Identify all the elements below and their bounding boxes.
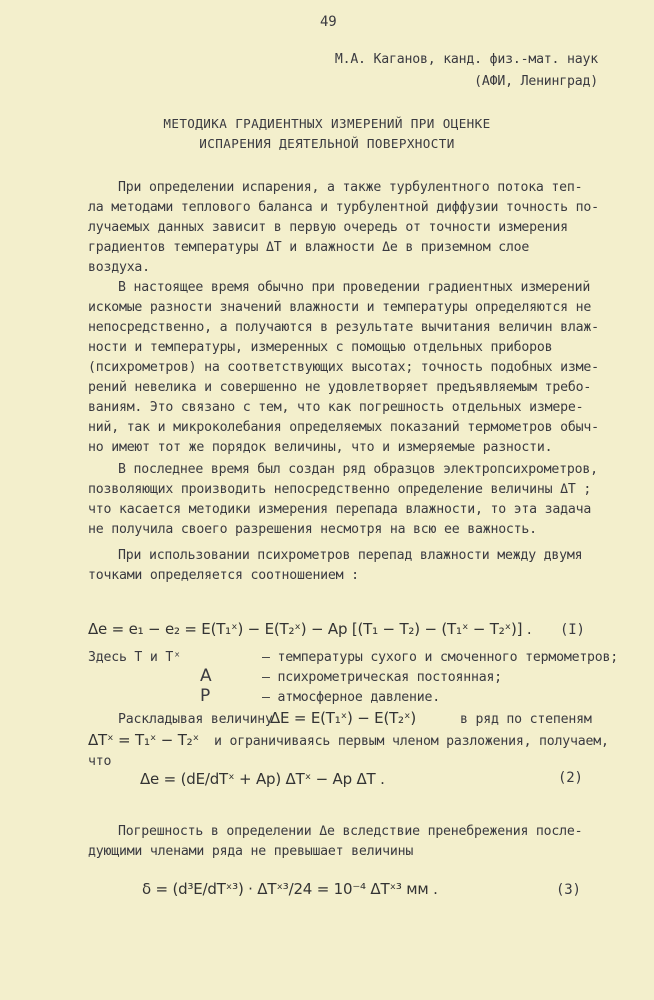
body-line: (психрометров) на соответствующих высотах; точность подобных изме- [88,360,599,375]
body-line: градиентов температуры ΔT и влажности Δe в приземном слое [88,240,530,255]
body-line: не получила своего разрешения несмотря на всю ее важность. [88,522,537,537]
formula-3: δ = (d³E/dTˣ³) · ΔTˣ³/24 = 10⁻⁴ ΔTˣ³ мм . [142,880,438,898]
error-text-line-1: Погрешность в определении Δe вследствие пренебрежения после- [118,824,583,839]
definition-text-a: – психрометрическая постоянная; [262,670,502,685]
expansion-line-start: Раскладывая величину [118,712,273,727]
body-line: искомые разности значений влажности и температуры определяются не [88,300,592,315]
body-line: точками определяется соотношением : [88,568,359,583]
body-line: ваниям. Это связано с тем, что как погрешность отдельных измере- [88,400,584,415]
body-line: ла методами теплового баланса и турбулентной диффузии точность по- [88,200,599,215]
body-line: но имеют тот же порядок величины, что и измеряемые разности. [88,440,553,455]
body-line: ности и температуры, измеренных с помощью отдельных приборов [88,340,553,355]
definition-text-t: – температуры сухого и смоченного термометров; [262,650,619,665]
formula-1: Δe = e₁ − e₂ = E(T₁ˣ) − E(T₂ˣ) − Ap [(T₁ − T₂) − (T₁ˣ − T₂ˣ)] . [88,620,532,638]
expansion-line-end: в ряд по степеням [460,712,592,727]
expansion-formula-2: ΔTˣ = T₁ˣ − T₂ˣ [88,731,199,749]
body-line: что касается методики измерения перепада влажности, то эта задача [88,502,592,517]
formula-2: Δe = (dE/dTˣ + Ap) ΔTˣ − Ap ΔT . [140,770,385,788]
equation-number-1: (I) [560,622,585,638]
body-line: В настоящее время обычно при проведении градиентных измерений [118,280,591,295]
body-line: рений невелика и совершенно не удовлетворяет предъявляемым требо- [88,380,592,395]
body-line: В последнее время был создан ряд образцов электропсихрометров, [118,462,598,477]
body-line: При использовании психрометров перепад влажности между двумя [118,548,583,563]
definition-symbol-t: Здесь T и Tˣ [88,650,181,665]
expansion-line-3: что [88,754,112,769]
definition-symbol-a: A [200,666,212,686]
author-affiliation: (АФИ, Ленинград) [474,74,598,89]
equation-number-3: (3) [556,882,581,898]
page-number: 49 [320,14,337,30]
error-text-line-2: дующими членами ряда не превышает величины [88,844,414,859]
body-line: позволяющих производить непосредственно определение величины ΔT ; [88,482,592,497]
body-line: При определении испарения, а также турбулентного потока теп- [118,180,583,195]
definition-symbol-p: P [200,686,211,706]
equation-number-2: (2) [558,770,583,786]
body-line: непосредственно, а получаются в результате вычитания величин влаж- [88,320,599,335]
author-name: М.А. Каганов, канд. физ.-мат. наук [334,52,598,67]
body-line: лучаемых данных зависит в первую очередь от точности измерения [88,220,568,235]
expansion-line-2: и ограничиваясь первым членом разложения, получаем, [214,734,609,749]
definition-text-p: – атмосферное давление. [262,690,441,705]
expansion-formula-1: ΔE = E(T₁ˣ) − E(T₂ˣ) [270,709,416,727]
title-line-2: ИСПАРЕНИЯ ДЕЯТЕЛЬНОЙ ПОВЕРХНОСТИ [199,136,455,151]
body-line: воздуха. [88,260,150,275]
body-line: ний, так и микроколебания определяемых показаний термометров обыч- [88,420,599,435]
title-line-1: МЕТОДИКА ГРАДИЕНТНЫХ ИЗМЕРЕНИЙ ПРИ ОЦЕНКЕ [163,116,491,131]
